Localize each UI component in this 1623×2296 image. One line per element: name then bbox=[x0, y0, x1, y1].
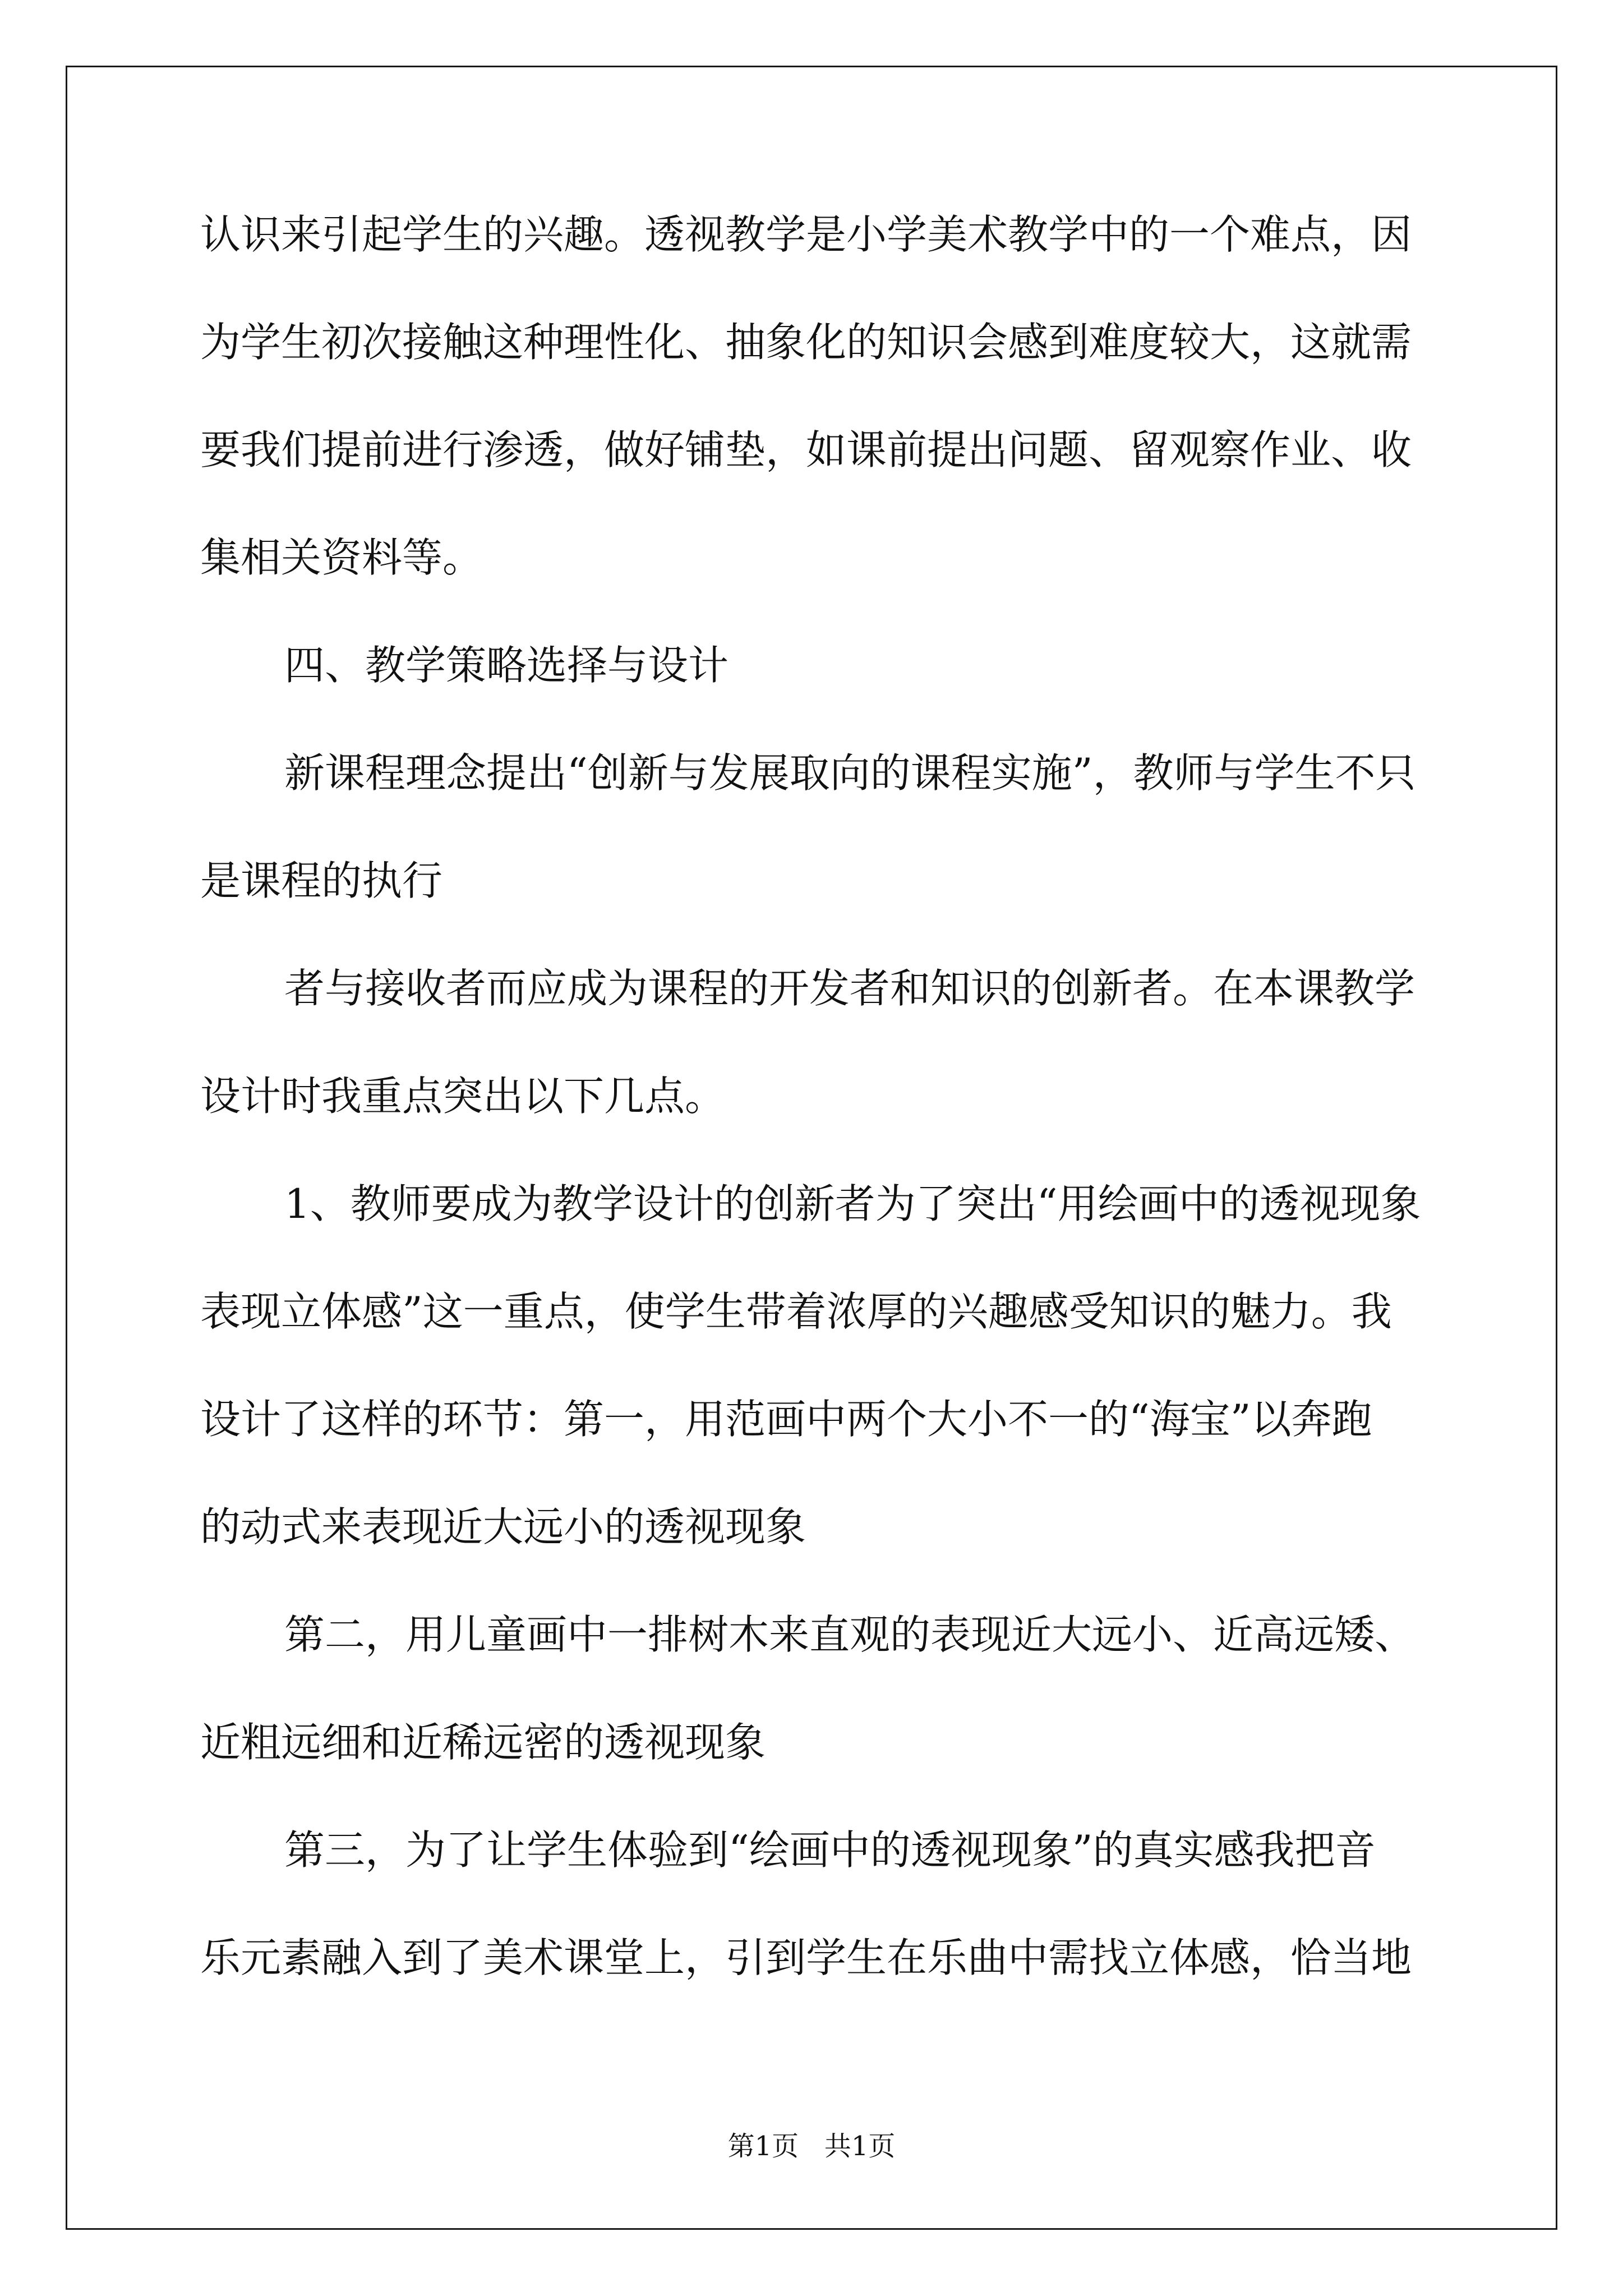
text-line: 乐元素融入到了美术课堂上，引到学生在乐曲中需找立体感，恰当地 bbox=[200, 1934, 1412, 1981]
text-line: 的动式来表现近大远小的透视现象 bbox=[200, 1503, 806, 1550]
text-line: 为学生初次接触这种理性化、抽象化的知识会感到难度较大，这就需 bbox=[200, 319, 1412, 366]
text-line: 认识来引起学生的兴趣。透视教学是小学美术教学中的一个难点，因 bbox=[200, 211, 1412, 258]
text-line: 近粗远细和近稀远密的透视现象 bbox=[200, 1719, 766, 1766]
text-line: 是课程的执行 bbox=[200, 857, 443, 904]
text-line: 者与接收者而应成为课程的开发者和知识的创新者。在本课教学 bbox=[284, 965, 1415, 1012]
document-body bbox=[200, 208, 1426, 2039]
text-line: 第二，用儿童画中一排树木来直观的表现近大远小、近高远矮、 bbox=[284, 1611, 1415, 1658]
text-line: 集相关资料等。 bbox=[200, 534, 483, 581]
text-line: 设计时我重点突出以下几点。 bbox=[200, 1073, 726, 1120]
text-line: 新课程理念提出“创新与发展取向的课程实施”，教师与学生不只 bbox=[284, 749, 1416, 797]
text-line: 1、教师要成为教学设计的创新者为了突出“用绘画中的透视现象 bbox=[284, 1180, 1421, 1227]
page-footer: 第1页 共1页 bbox=[727, 2131, 896, 2162]
text-line: 要我们提前进行渗透，做好铺垫，如课前提出问题、留观察作业、收 bbox=[200, 426, 1412, 473]
text-line: 设计了这样的环节：第一，用范画中两个大小不一的“海宝”以奔跑 bbox=[200, 1396, 1372, 1443]
text-line: 表现立体感”这一重点，使学生带着浓厚的兴趣感受知识的魅力。我 bbox=[200, 1288, 1392, 1335]
section-heading: 四、教学策略选择与设计 bbox=[284, 642, 729, 689]
text-line: 第三，为了让学生体验到“绘画中的透视现象”的真实感我把音 bbox=[284, 1826, 1376, 1874]
